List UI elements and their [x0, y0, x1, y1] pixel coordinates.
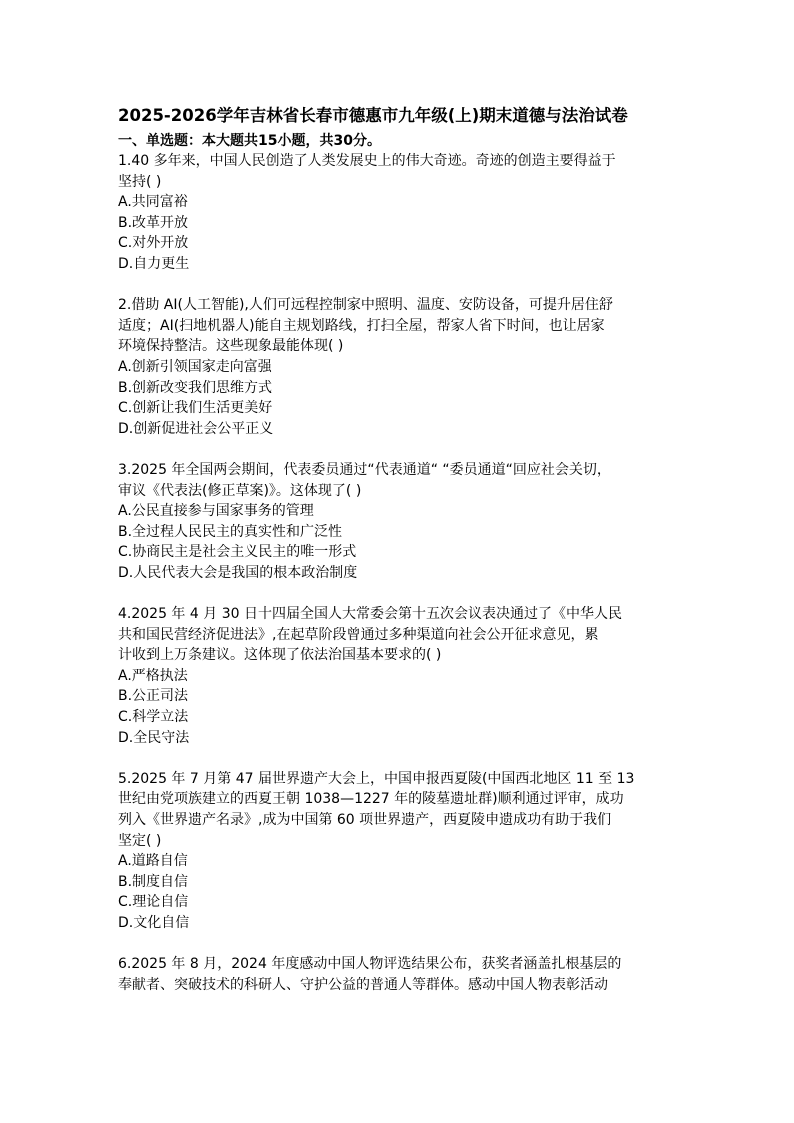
option-c: C.创新让我们生活更美好	[118, 400, 273, 417]
question-text: 3.2025 年全国两会期间，代表委员通过“代表通道“ “委员通道“回应社会关切，	[118, 461, 611, 478]
option-d: D.文化自信	[118, 914, 190, 931]
option-c: C.科学立法	[118, 709, 189, 726]
question-text: 列入《世界遗产名录》,成为中国第 60 项世界遗产，西夏陵申遗成功有助于我们	[118, 812, 612, 828]
option-a: A.公民直接参与国家事务的管理	[118, 503, 314, 520]
option-d: D.人民代表大会是我国的根本政治制度	[118, 564, 358, 581]
spacer	[118, 934, 678, 955]
option-b: B.全过程人民民主的真实性和广泛性	[118, 523, 343, 540]
question-text: 审议《代表法(修正草案)》。这体现了( )	[118, 482, 362, 499]
question-text: 1.40 多年来，中国人民创造了人类发展史上的伟大奇迹。奇迹的创造主要得益于	[118, 153, 616, 169]
question-6	[118, 954, 678, 995]
question-text: 坚持( )	[118, 173, 162, 190]
option-a: A.严格执法	[118, 667, 188, 684]
question-5	[118, 769, 678, 934]
question-text: 6.2025 年 8 月，2024 年度感动中国人物评选结果公布，获奖者涵盖扎根基层的	[118, 956, 622, 973]
question-text: 4.2025 年 4 月 30 日十四届全国人大常委会第十五次会议表决通过了《中华人民	[118, 606, 622, 623]
question-text: 坚定( )	[118, 832, 162, 849]
section-heading: 一、单选题：本大题共15小题，共30分。	[118, 133, 381, 149]
question-4	[118, 604, 678, 748]
spacer	[118, 439, 678, 460]
option-c: C.理论自信	[118, 894, 189, 911]
option-c: C.协商民主是社会主义民主的唯一形式	[118, 544, 357, 561]
question-text: 世纪由党项族建立的西夏王朝 1038—1227 年的陵墓遗址群)顺利通过评审，成功	[118, 791, 624, 808]
option-d: D.创新促进社会公平正义	[118, 420, 274, 437]
option-b: B.制度自信	[118, 873, 189, 890]
question-text: 2.借助 AI(人工智能),人们可远程控制家中照明、温度、安防设备，可提升居住舒	[118, 297, 613, 314]
exam-title: 2025-2026学年吉林省长春市德惠市九年级(上)期末道德与法治试卷	[118, 106, 628, 125]
option-a: A.道路自信	[118, 853, 188, 870]
question-text: 共和国民营经济促进法》,在起草阶段曾通过多种渠道向社会公开征求意见，累	[118, 626, 599, 643]
question-text: 计收到上万条建议。这体现了依法治国基本要求的( )	[118, 647, 442, 664]
exam-page	[118, 104, 678, 995]
option-b: B.公正司法	[118, 688, 189, 705]
spacer	[118, 275, 678, 296]
option-d: D.自力更生	[118, 255, 190, 272]
question-text: 适度；AI(扫地机器人)能自主规划路线，打扫全屋，帮家人省下时间，也让居家	[118, 317, 605, 334]
option-c: C.对外开放	[118, 235, 189, 252]
question-text: 奉献者、突破技术的科研人、守护公益的普通人等群体。感动中国人物表彰活动	[118, 976, 608, 993]
question-text: 环境保持整洁。这些现象最能体现( )	[118, 338, 344, 355]
spacer	[118, 583, 678, 604]
option-a: A.创新引领国家走向富强	[118, 358, 272, 375]
question-2	[118, 295, 678, 439]
option-b: B.创新改变我们思维方式	[118, 379, 273, 396]
option-a: A.共同富裕	[118, 194, 188, 211]
question-1	[118, 151, 678, 275]
option-b: B.改革开放	[118, 214, 189, 231]
option-d: D.全民守法	[118, 729, 190, 746]
question-3	[118, 460, 678, 584]
question-text: 5.2025 年 7 月第 47 届世界遗产大会上，中国申报西夏陵(中国西北地区 11 至 13	[118, 770, 635, 787]
spacer	[118, 748, 678, 769]
